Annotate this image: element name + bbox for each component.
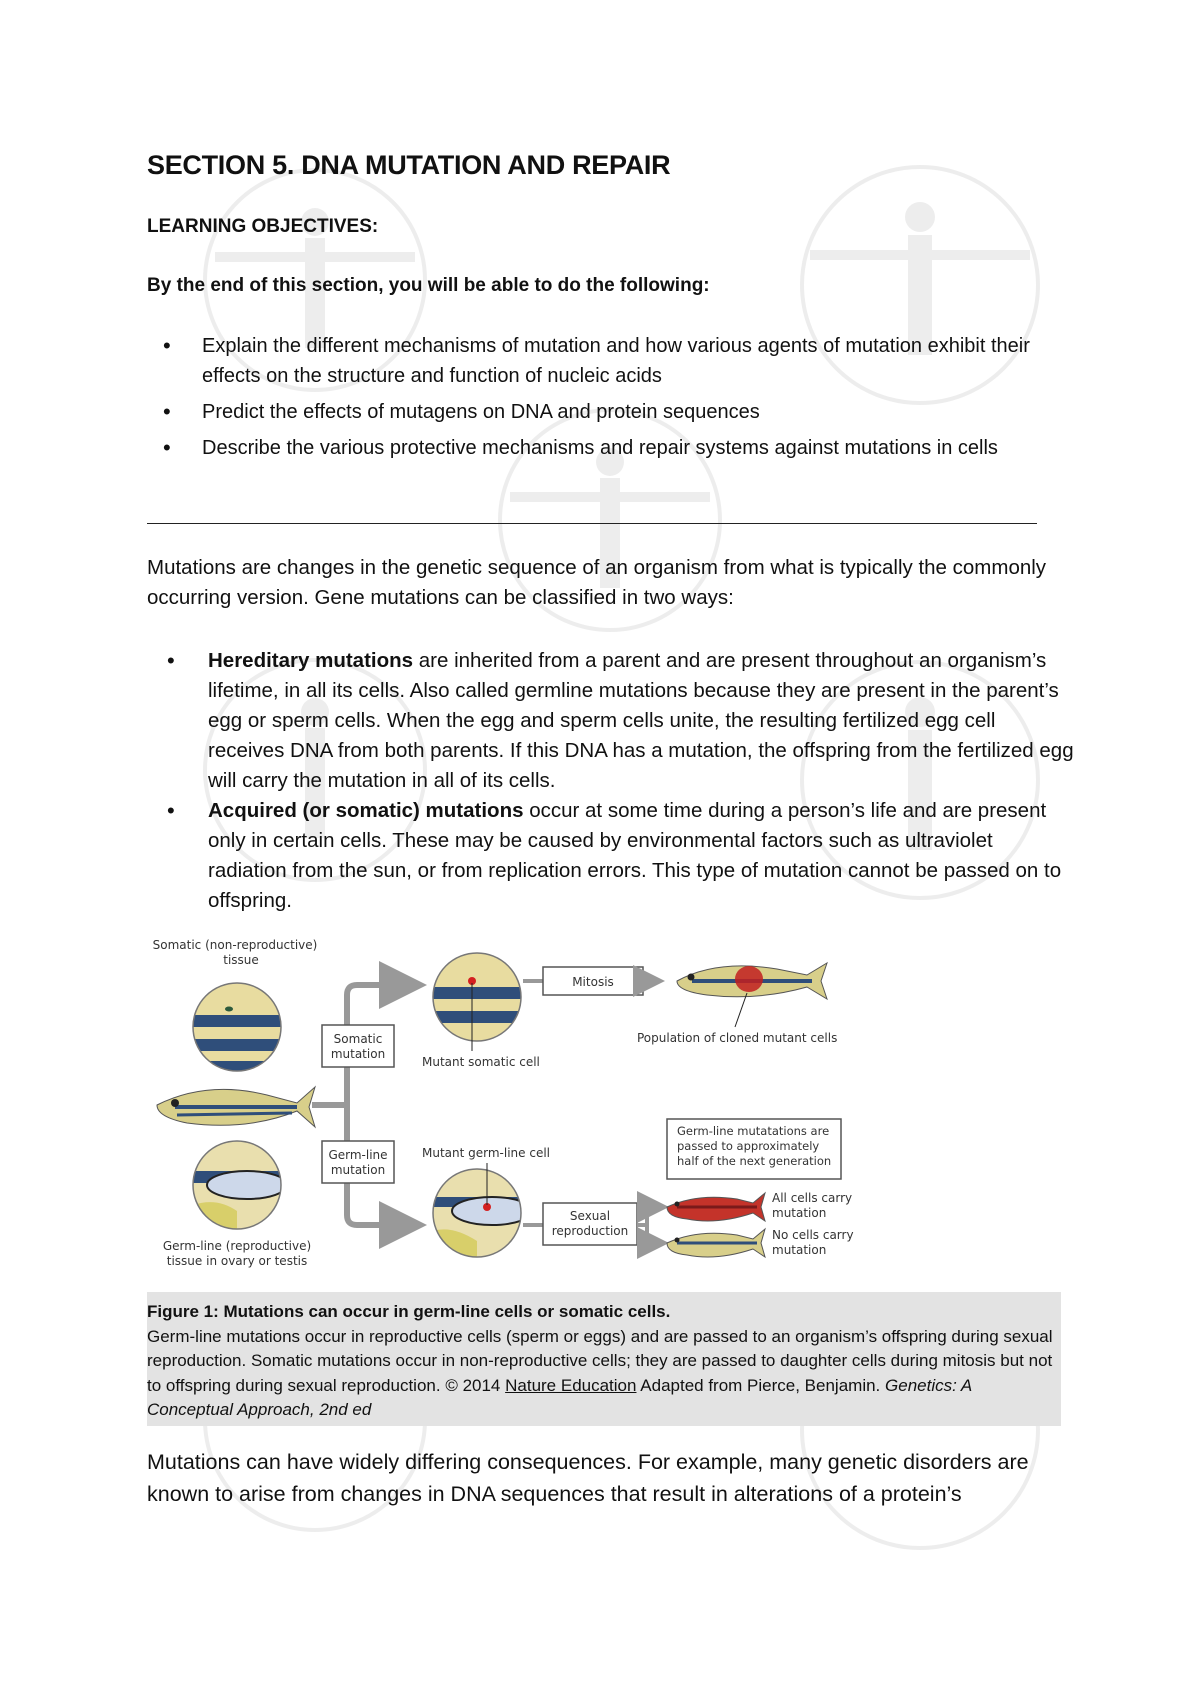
mutation-type-term: Acquired (or somatic) mutations bbox=[208, 799, 524, 822]
sexual-reproduction-box bbox=[543, 1203, 637, 1245]
all-cells-label-line2: mutation bbox=[772, 1206, 827, 1220]
somatic-tissue-label-line2: tissue bbox=[223, 953, 259, 967]
zebrafish-all-cells-mutant-illustration bbox=[667, 1193, 765, 1221]
all-cells-label-line1: All cells carry bbox=[772, 1191, 853, 1205]
no-cells-label-line1: No cells carry bbox=[772, 1228, 854, 1242]
caption-title: Figure 1: Mutations can occur in germ-line cells or somatic cells. bbox=[147, 1302, 671, 1321]
zebrafish-parent-illustration bbox=[157, 1087, 315, 1127]
figure-caption bbox=[147, 1292, 1061, 1426]
germline-tissue-label-line2: tissue in ovary or testis bbox=[166, 1254, 308, 1268]
somatic-mutation-box bbox=[322, 1025, 394, 1067]
intro-paragraph: Mutations are changes in the genetic sequence of an organism from what is typically the commonly occurring version. Gene mutations can be classified in two ways: bbox=[147, 556, 1047, 609]
germline-mutation-box-line2: mutation bbox=[330, 1163, 386, 1177]
mutant-germline-cell-label: Mutant germ-line cell bbox=[422, 1146, 551, 1160]
mutation-type-item bbox=[147, 796, 1077, 916]
population-label: Population of cloned mutant cells bbox=[637, 1031, 838, 1045]
mutation-types-list bbox=[147, 646, 1077, 916]
mutation-type-text: are inherited from a parent and are present throughout an organism’s lifetime, in all its cells. Also called germline mutations because they are present in the parent’s egg or sperm cells. When the egg and sperm cells unite, the resulting fertilized egg cell receives DNA from both parents. If this DNA has a mutation, the offspring from the fertilized egg will carry the mutation in all of its cells. bbox=[208, 649, 1074, 792]
objective-item: • Describe the various protective mechanisms and repair systems against mutations in cells bbox=[147, 433, 1047, 463]
caption-adapted: Adapted from Pierce, Benjamin. bbox=[636, 1375, 886, 1395]
no-cells-label-line2: mutation bbox=[772, 1243, 827, 1257]
zebrafish-no-cells-mutant-illustration bbox=[667, 1229, 765, 1257]
zebrafish-somatic-mutant-illustration bbox=[677, 963, 827, 999]
somatic-mutation-box-line2: mutation bbox=[330, 1047, 386, 1061]
germline-note-line3: half of the next generation bbox=[677, 1154, 832, 1168]
mutant-germline-cell-circle bbox=[433, 1169, 532, 1257]
mutation-figure bbox=[147, 935, 907, 1295]
germline-note-line1: Germ-line mutatations are bbox=[677, 1124, 830, 1138]
germline-tissue-circle bbox=[193, 1141, 287, 1229]
closing-paragraph: Mutations can have widely differing consequences. For example, many genetic disorders are known to arise from changes in DNA sequences that result in alterations of a protein’s bbox=[147, 1450, 1029, 1506]
mutation-type-item bbox=[147, 646, 1077, 796]
germline-mutation-box-line1: Germ-line bbox=[328, 1148, 388, 1162]
mutant-somatic-cell-label: Mutant somatic cell bbox=[422, 1055, 540, 1069]
caption-body: Germ-line mutations occur in reproductive cells (sperm or eggs) and are passed to an organism’s offspring during sexual reproduction. Somatic mutations occur in non-reproductive cells; they are passed to daughter cells during mitosis but not to offspring during sexual reproduction. © 2014 bbox=[147, 1326, 1053, 1395]
caption-source-link[interactable]: Nature Education bbox=[505, 1375, 637, 1395]
caption-citation: Genetics: A Conceptual Approach, 2nd ed bbox=[147, 1375, 972, 1419]
objective-item: • Predict the effects of mutagens on DNA and protein sequences bbox=[147, 397, 1047, 427]
somatic-mutation-box-line1: Somatic bbox=[333, 1032, 383, 1046]
mitosis-box-label: Mitosis bbox=[572, 975, 614, 989]
horizontal-rule bbox=[147, 523, 1037, 524]
section-title: SECTION 5. DNA MUTATION AND REPAIR bbox=[147, 150, 671, 180]
objective-item: • Explain the different mechanisms of mutation and how various agents of mutation exhibit their effects on the structure and function of nucleic acids bbox=[147, 331, 1047, 391]
germline-tissue-label-line1: Germ-line (reproductive) bbox=[162, 1239, 312, 1253]
sexual-reproduction-box-line2: reproduction bbox=[551, 1224, 629, 1238]
germline-note-box bbox=[667, 1119, 841, 1179]
learning-objectives-heading: LEARNING OBJECTIVES: bbox=[147, 216, 379, 237]
mitosis-box bbox=[543, 967, 643, 995]
germline-mutation-box bbox=[322, 1141, 394, 1183]
mutation-type-term: Hereditary mutations bbox=[208, 649, 414, 672]
mutation-type-text: occur at some time during a person’s life and are present only in certain cells. These may be caused by environmental factors such as ultraviolet radiation from the sun, or from replication errors. This type of mutation cannot be passed on to offspring. bbox=[208, 799, 1062, 912]
somatic-tissue-label-line1: Somatic (non-reproductive) bbox=[152, 938, 318, 952]
objectives-list bbox=[147, 331, 1047, 469]
sexual-reproduction-box-line1: Sexual bbox=[569, 1209, 611, 1223]
learning-objectives-intro: By the end of this section, you will be able to do the following: bbox=[147, 275, 710, 296]
germline-note-line2: passed to approximately bbox=[677, 1139, 820, 1153]
